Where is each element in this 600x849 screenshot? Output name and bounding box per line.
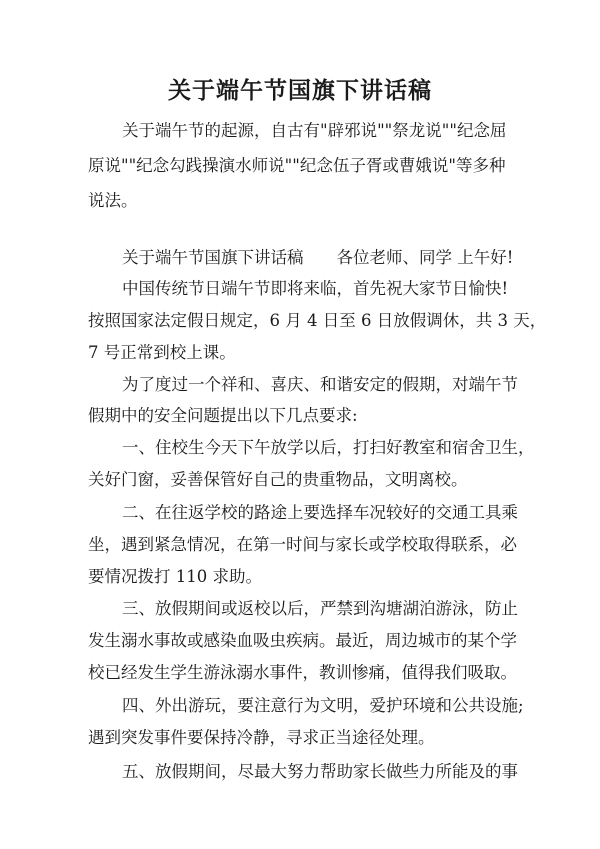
paragraph-1-line-3: 说法。 (88, 191, 138, 210)
paragraph-5-line-1: 一、住校生今天下午放学以后，打扫好教室和宿舍卫生， (122, 438, 535, 457)
paragraph-9-line-1: 五、放假期间，尽最大努力帮助家长做些力所能及的事 (122, 762, 518, 781)
paragraph-1-line-2: 原说""纪念勾践操演水师说""纪念伍子胥或曹娥说"等多种 (88, 156, 506, 175)
paragraph-6-line-3: 要情况拨打 110 求助。 (88, 567, 262, 586)
paragraph-4-line-2: 假期中的安全问题提出以下几点要求: (88, 406, 358, 425)
paragraph-2-line-1: 关于端午节国旗下讲话稿 各位老师、同学 上午好! (122, 248, 514, 267)
paragraph-6-line-1: 二、在往返学校的路途上要选择车况较好的交通工具乘 (122, 503, 518, 522)
document-title: 关于端午节国旗下讲话稿 (168, 77, 432, 104)
paragraph-8-line-1: 四、外出游玩，要注意行为文明，爱护环境和公共设施; (122, 696, 524, 715)
paragraph-7-line-1: 三、放假期间或返校以后，严禁到沟塘湖泊游泳，防止 (122, 599, 518, 618)
paragraph-5-line-2: 关好门窗，妥善保管好自己的贵重物品，文明离校。 (88, 470, 468, 489)
paragraph-3-line-1: 中国传统节日端午节即将来临，首先祝大家节日愉快! (122, 279, 509, 298)
paragraph-6-line-2: 坐，遇到紧急情况，在第一时间与家长或学校取得联系，必 (88, 535, 517, 554)
paragraph-3-line-2: 按照国家法定假日规定，6 月 4 日至 6 日放假调休，共 3 天， (88, 311, 547, 330)
paragraph-1-line-1: 关于端午节的起源，自古有"辟邪说""祭龙说""纪念屈 (122, 121, 507, 140)
paragraph-3-line-3: 7 号正常到校上课。 (88, 343, 236, 362)
paragraph-4-line-1: 为了度过一个祥和、喜庆、和谐安定的假期，对端午节 (122, 375, 518, 394)
paragraph-7-line-3: 校已经发生学生游泳溺水事件，教训惨痛，值得我们吸取。 (88, 663, 517, 682)
paragraph-8-line-2: 遇到突发事件要保持冷静，寻求正当途径处理。 (88, 728, 435, 747)
paragraph-7-line-2: 发生溺水事故或感染血吸虫疾病。最近，周边城市的某个学 (88, 631, 517, 650)
